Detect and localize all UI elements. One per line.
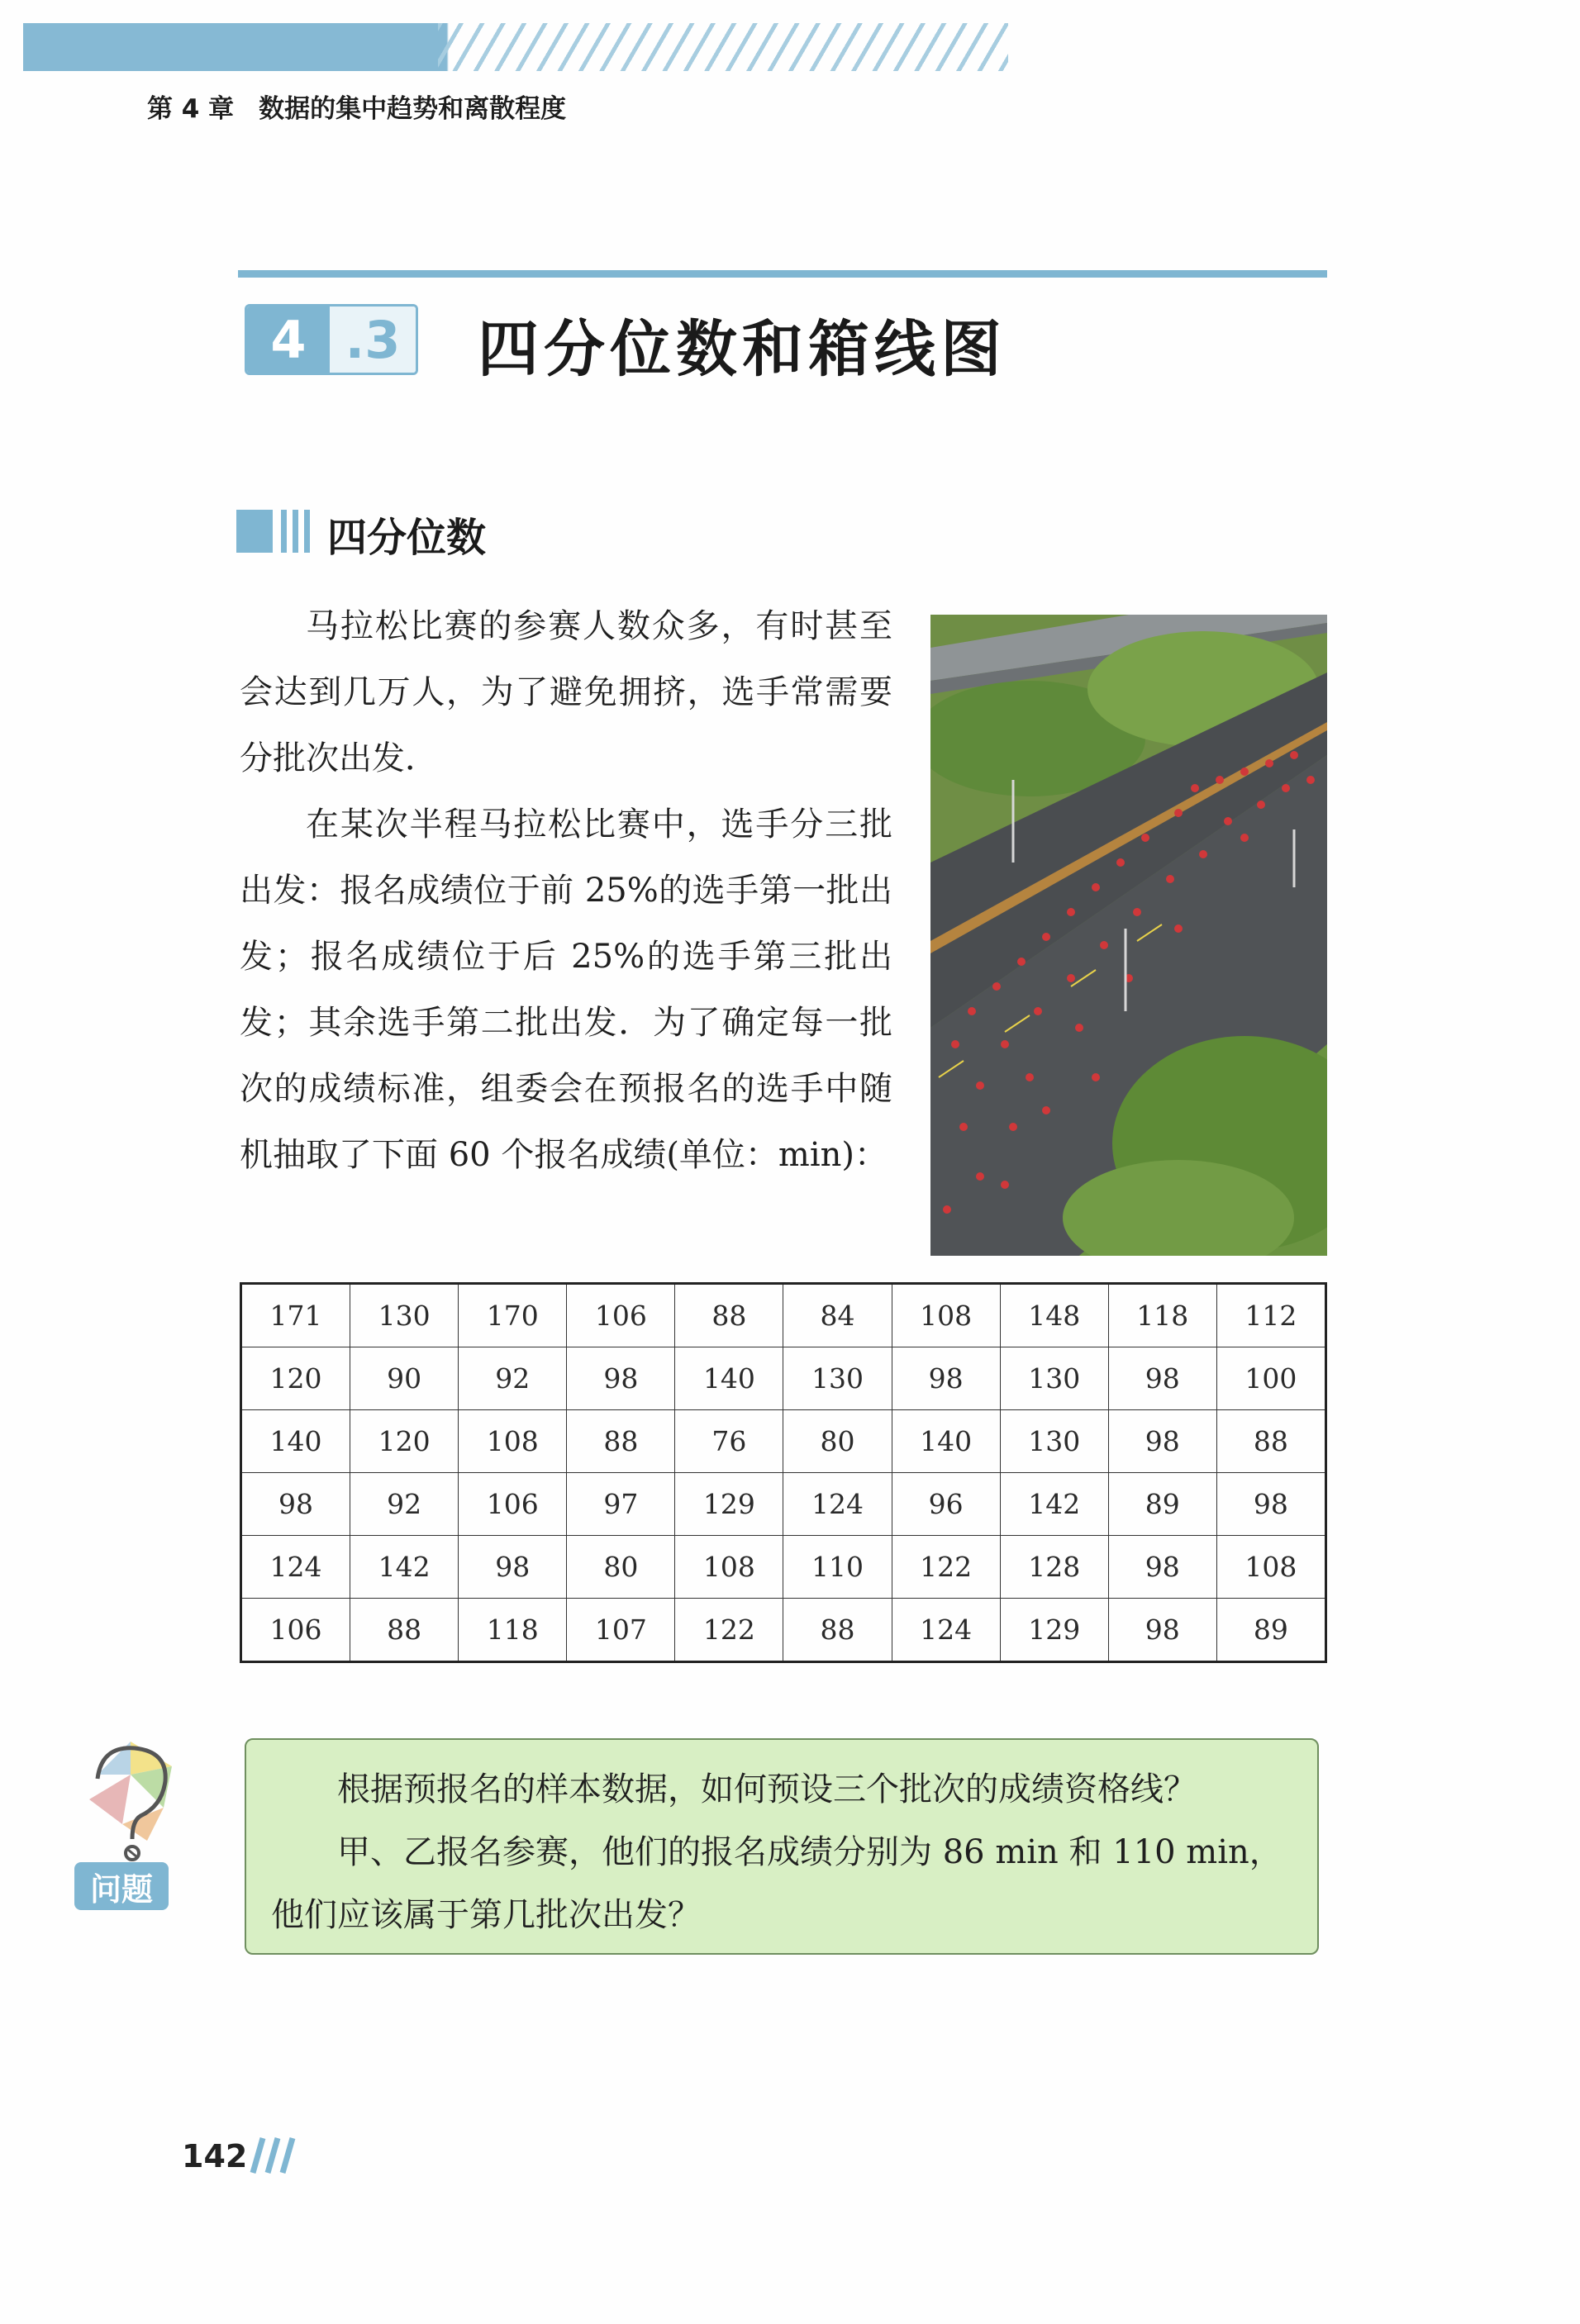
- page-number: 142: [182, 2138, 248, 2174]
- table-cell: 124: [783, 1473, 892, 1536]
- header-stripes: [438, 23, 1008, 71]
- table-cell: 120: [350, 1410, 459, 1473]
- table-cell: 130: [1000, 1347, 1108, 1410]
- table-cell: 100: [1216, 1347, 1325, 1410]
- table-cell: 106: [459, 1473, 567, 1536]
- table-cell: 148: [1000, 1284, 1108, 1347]
- table-cell: 108: [1216, 1536, 1325, 1599]
- table-cell: 108: [675, 1536, 783, 1599]
- table-cell: 88: [567, 1410, 675, 1473]
- question-line-2: 甲、乙报名参赛，他们的报名成绩分别为 86 min 和 110 min，: [337, 1833, 1283, 1871]
- table-cell: 106: [241, 1599, 350, 1662]
- table-cell: 171: [241, 1284, 350, 1347]
- table-cell: 98: [459, 1536, 567, 1599]
- table-cell: 118: [459, 1599, 567, 1662]
- table-cell: 89: [1216, 1599, 1325, 1662]
- marathon-photo: [930, 615, 1327, 1256]
- table-cell: 98: [1108, 1599, 1216, 1662]
- table-cell: 88: [350, 1599, 459, 1662]
- table-cell: 98: [241, 1473, 350, 1536]
- question-label: 问题: [74, 1862, 169, 1910]
- chapter-title: 数据的集中趋势和离散程度: [259, 94, 567, 124]
- table-cell: 88: [783, 1599, 892, 1662]
- table-cell: 89: [1108, 1473, 1216, 1536]
- table-cell: 124: [892, 1599, 1000, 1662]
- table-cell: 106: [567, 1284, 675, 1347]
- running-header: [147, 88, 566, 125]
- table-cell: 120: [241, 1347, 350, 1410]
- table-cell: 140: [892, 1410, 1000, 1473]
- section-rule: [238, 270, 1327, 278]
- problem-paragraph: 在某次半程马拉松比赛中，选手分三批出发：报名成绩位于前 25%的选手第一批出发；报名成绩位于后 25%的选手第三批出发；其余选手第二批出发．为了确定每一批次的成绩标准，组委会在预报名的选手中随机抽取了下面 60 个报名成绩(单位：min)：: [240, 806, 892, 1174]
- table-cell: 98: [567, 1347, 675, 1410]
- section-title: 四分位数和箱线图: [478, 314, 1007, 385]
- table-cell: 122: [892, 1536, 1000, 1599]
- table-cell: 112: [1216, 1284, 1325, 1347]
- table-cell: 118: [1108, 1284, 1216, 1347]
- table-cell: 98: [892, 1347, 1000, 1410]
- table-cell: 88: [1216, 1410, 1325, 1473]
- question-line-3: 他们应该属于第几批次出发？: [271, 1896, 701, 1934]
- table-cell: 108: [892, 1284, 1000, 1347]
- table-cell: 80: [783, 1410, 892, 1473]
- table-cell: 92: [350, 1473, 459, 1536]
- table-cell: 130: [350, 1284, 459, 1347]
- table-row: [241, 1347, 1326, 1410]
- table-cell: 140: [241, 1410, 350, 1473]
- table-cell: 80: [567, 1536, 675, 1599]
- section-minor-number: .3: [330, 307, 416, 373]
- table-cell: 130: [1000, 1410, 1108, 1473]
- page-number-slashes-icon: [241, 2136, 299, 2174]
- table-cell: 96: [892, 1473, 1000, 1536]
- question-line-1: 根据预报名的样本数据，如何预设三个批次的成绩资格线？: [337, 1770, 1197, 1808]
- table-cell: 98: [1108, 1347, 1216, 1410]
- table-cell: 92: [459, 1347, 567, 1410]
- table-cell: 108: [459, 1410, 567, 1473]
- table-row: [241, 1536, 1326, 1599]
- table-cell: 90: [350, 1347, 459, 1410]
- table-cell: 129: [1000, 1599, 1108, 1662]
- table-cell: 76: [675, 1410, 783, 1473]
- chapter-number: 第 4 章: [147, 94, 235, 124]
- question-box: [245, 1738, 1319, 1955]
- table-row: [241, 1473, 1326, 1536]
- table-row: [241, 1599, 1326, 1662]
- subsection-title: 四分位数: [327, 515, 487, 561]
- table-cell: 142: [350, 1536, 459, 1599]
- table-cell: 142: [1000, 1473, 1108, 1536]
- section-number-badge: [245, 304, 418, 375]
- table-cell: 140: [675, 1347, 783, 1410]
- table-cell: 129: [675, 1473, 783, 1536]
- table-cell: 124: [241, 1536, 350, 1599]
- table-row: [241, 1284, 1326, 1347]
- table-cell: 170: [459, 1284, 567, 1347]
- table-cell: 98: [1216, 1473, 1325, 1536]
- table-cell: 88: [675, 1284, 783, 1347]
- table-cell: 97: [567, 1473, 675, 1536]
- table-cell: 128: [1000, 1536, 1108, 1599]
- table-row: [241, 1410, 1326, 1473]
- intro-paragraph: 马拉松比赛的参赛人数众多，有时甚至会达到几万人，为了避免拥挤，选手常需要分批次出发．: [240, 607, 892, 777]
- section-major-number: 4: [247, 307, 330, 373]
- table-cell: 110: [783, 1536, 892, 1599]
- table-cell: 130: [783, 1347, 892, 1410]
- subsection-marker-icon: [236, 510, 312, 553]
- scores-table: [240, 1282, 1327, 1663]
- table-cell: 84: [783, 1284, 892, 1347]
- table-cell: 122: [675, 1599, 783, 1662]
- table-cell: 98: [1108, 1536, 1216, 1599]
- table-cell: 107: [567, 1599, 675, 1662]
- table-cell: 98: [1108, 1410, 1216, 1473]
